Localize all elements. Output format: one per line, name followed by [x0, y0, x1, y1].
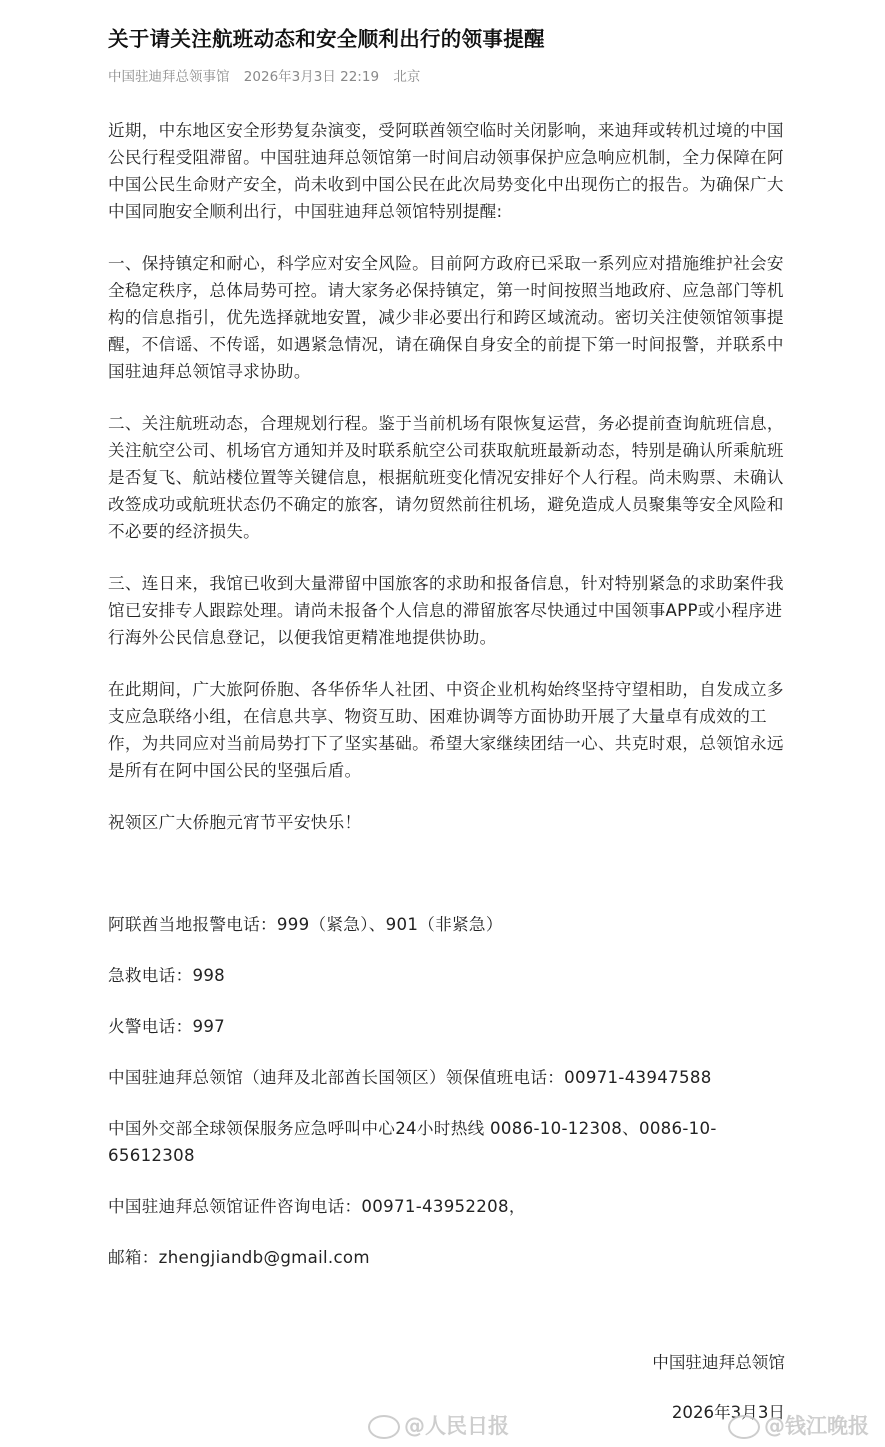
paragraph: 二、关注航班动态，合理规划行程。鉴于当前机场有限恢复运营，务必提前查询航班信息，关注航空公司、机场官方通知并及时联系航空公司获取航班最新动态，特别是确认所乘航班是否复飞、航站楼位置等关键信息，根据航班变化情况安排好个人行程。尚未购票、未确认改签成功或航班状态仍不确定的旅客，请勿贸然前往机场，避免造成人员聚集等安全风险和不必要的经济损失。	[108, 414, 784, 541]
paragraph: 祝领区广大侨胞元宵节平安快乐！	[108, 813, 362, 832]
signature: 中国驻迪拜总领馆	[652, 1353, 785, 1372]
contact-list	[108, 911, 788, 1295]
paragraph: 一、保持镇定和耐心，科学应对安全风险。目前阿方政府已采取一系列应对措施维护社会安全稳定秩序，总体局势可控。请大家务必保持镇定，第一时间按照当地政府、应急部门等机构的信息指引，优先选择就地安置，减少非必要出行和跨区域流动。密切关注使领馆领事提醒，不信谣、不传谣，如遇紧急情况，请在确保自身安全的前提下第一时间报警，并联系中国驻迪拜总领馆寻求协助。	[108, 254, 784, 381]
watermark	[728, 1410, 869, 1440]
weibo-logo-icon	[368, 1415, 400, 1439]
contact-item: 中国外交部全球领保服务应急呼叫中心24小时热线 0086-10-12308、0086-10-65612308	[108, 1119, 717, 1165]
contact-item: 中国驻迪拜总领馆证件咨询电话：00971-43952208，	[108, 1197, 526, 1216]
article-body	[108, 117, 788, 861]
contact-item: 急救电话：998	[108, 966, 226, 985]
watermark	[368, 1410, 509, 1440]
paragraph: 在此期间，广大旅阿侨胞、各华侨华人社团、中资企业机构始终坚持守望相助，自发成立多支应急联络小组，在信息共享、物资互助、困难协调等方面协助开展了大量卓有成效的工作，为共同应对当前局势打下了坚实基础。希望大家继续团结一心、共克时艰，总领馆永远是所有在阿中国公民的坚强后盾。	[108, 680, 784, 780]
article-meta	[108, 65, 430, 85]
contact-item: 火警电话：997	[108, 1017, 226, 1036]
watermark-text: @钱江晚报	[764, 1414, 869, 1438]
weibo-logo-icon	[728, 1415, 760, 1439]
publish-time: 2026年3月3日 22:19	[243, 69, 380, 85]
contact-item: 中国驻迪拜总领馆（迪拜及北部酋长国领区）领保值班电话：00971-43947588	[108, 1068, 712, 1087]
signature-date: 2026年3月3日	[671, 1403, 785, 1422]
contact-item: 邮箱：zhengjiandb@gmail.com	[108, 1248, 370, 1267]
watermark-text: @人民日报	[404, 1414, 509, 1438]
contact-item: 阿联酋当地报警电话：999（紧急）、901（非紧急）	[108, 915, 503, 934]
paragraph: 近期，中东地区安全形势复杂演变，受阿联酋领空临时关闭影响，来迪拜或转机过境的中国公民行程受阻滞留。中国驻迪拜总领馆第一时间启动领事保护应急响应机制，全力保障在阿中国公民生命财产安全，尚未收到中国公民在此次局势变化中出现伤亡的报告。为确保广大中国同胞安全顺利出行，中国驻迪拜总领馆特别提醒:	[108, 121, 784, 221]
location: 北京	[393, 69, 421, 85]
author-link[interactable]: 中国驻迪拜总领事馆	[108, 69, 230, 85]
paragraph: 三、连日来，我馆已收到大量滞留中国旅客的求助和报备信息，针对特别紧急的求助案件我馆已安排专人跟踪处理。请尚未报备个人信息的滞留旅客尽快通过中国领事APP或小程序进行海外公民信息登记，以便我馆更精准地提供协助。	[108, 574, 784, 647]
article-title: 关于请关注航班动态和安全顺利出行的领事提醒	[108, 27, 545, 51]
